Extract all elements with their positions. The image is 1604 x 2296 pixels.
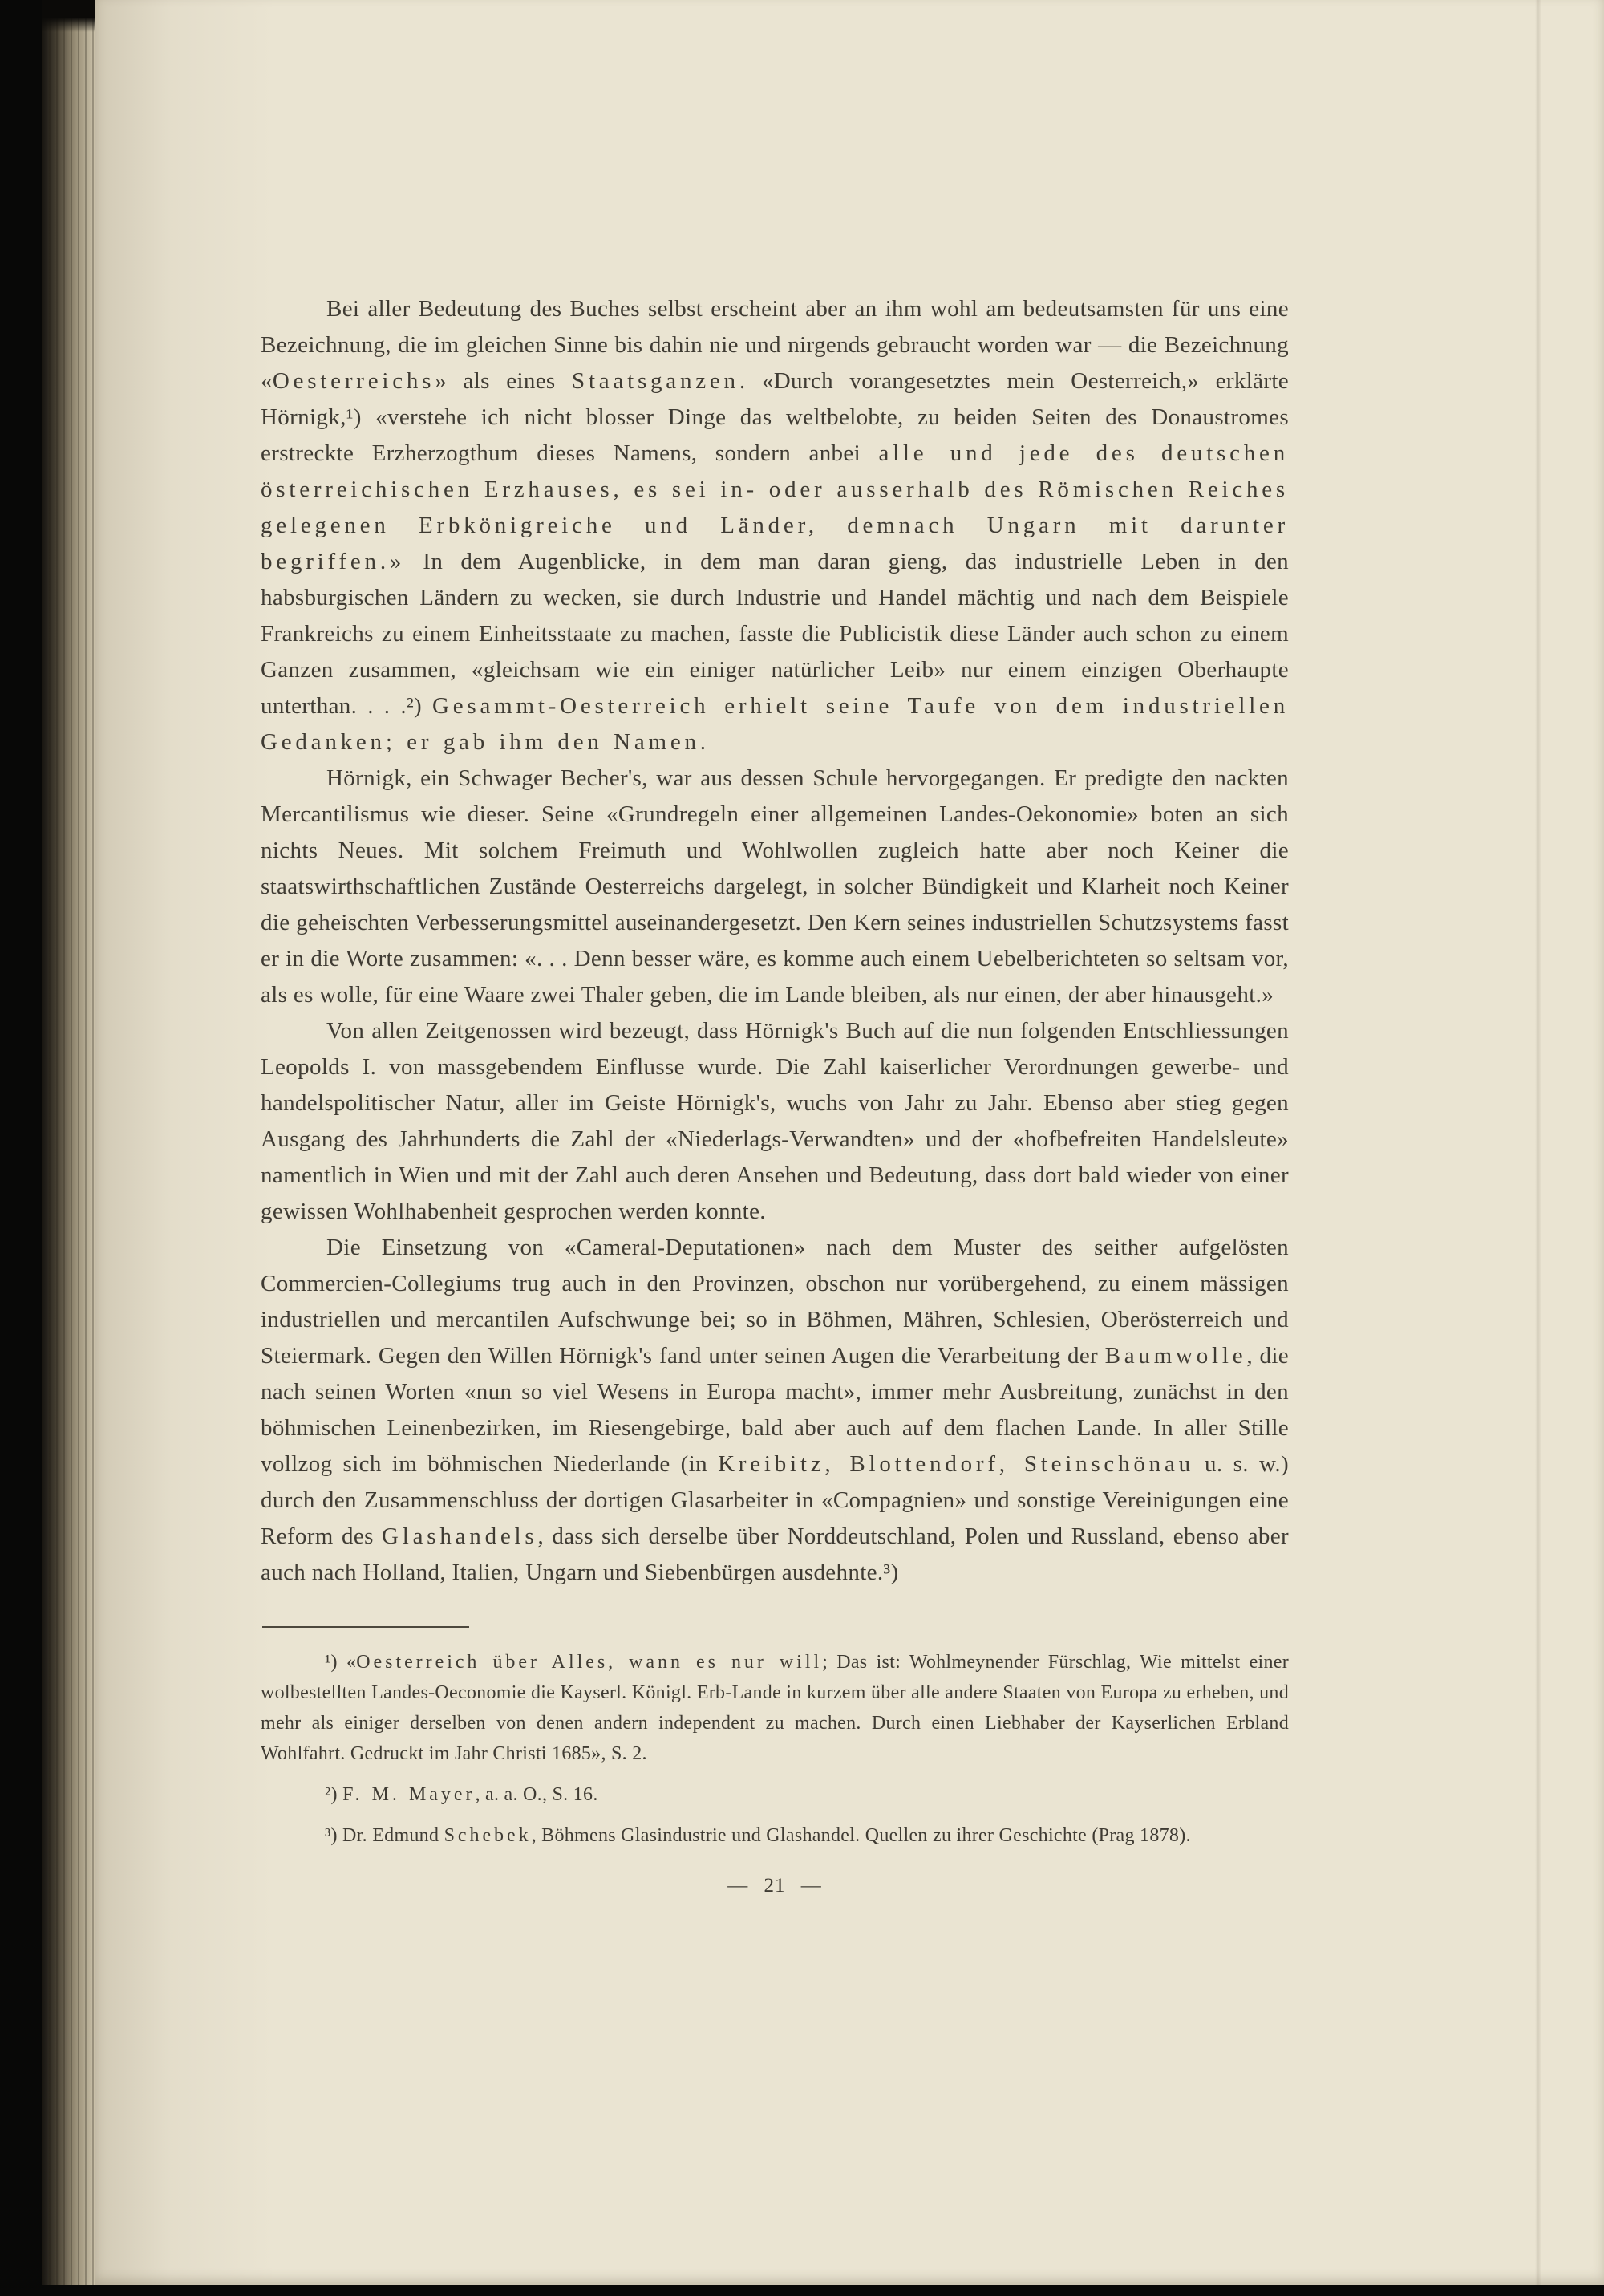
- body-text: [261, 291, 1289, 1591]
- text-run: , Böhmens Glasindustrie und Glashandel. Quellen zu ihrer Geschichte (Prag 1878).: [531, 1825, 1191, 1846]
- text-run: ³) Dr. Edmund: [325, 1825, 444, 1846]
- letterspaced-text-run: Gesammt-Oesterreich erhielt seine Taufe von dem industriellen Gedanken; er gab ihm den Namen.: [261, 693, 1289, 755]
- text-run: ; Das ist: Wohlmeynender Fürschlag, Wie mittelst einer wolbestellten Landes-Oeconomie die Kayserl. Königl. Erb-Lande in kurzem über alle andere Staaten von Europa zu erheben, und mehr als einiger derselben von denen andern independent zu machen. Durch einen Liebhaber der Kayserlichen Erbland Wohlfahrt. Gedruckt im Jahr Christi 1685», S. 2.: [261, 1652, 1289, 1764]
- text-run: , a. a. O., S. 16.: [475, 1784, 598, 1805]
- text-run: . «Durch vorangesetztes mein Oesterreich,» erklärte Hörnigk,¹) «verstehe ich nicht blosser Dinge das weltbelobte, zu beiden Seiten des Donaustromes erstreckte Erzherzogthum dieses Namens, sondern anbei: [261, 368, 1289, 466]
- letterspaced-text-run: Baumwolle: [1104, 1343, 1247, 1369]
- text-run: Von allen Zeitgenossen wird bezeugt, dass Hörnigk's Buch auf die nun folgenden Entschliessungen Leopolds I. von massgebendem Einflusse wurde. Die Zahl kaiserlicher Verordnungen gewerbe- und handelspolitischer Natur, aller im Geiste Hörnigk's, wuchs von Jahr zu Jahr. Ebenso aber stieg gegen Ausgang des Jahrhunderts die Zahl der «Niederlags-Verwandten» und der «hofbefreiten Handelsleute» namentlich in Wien und mit der Zahl auch deren Ansehen und Bedeutung, dass dort bald wieder von einer gewissen Wohlhabenheit gesprochen werden konnte.: [261, 1018, 1289, 1224]
- paragraph: [261, 1230, 1289, 1591]
- stacked-page-edges: [42, 0, 95, 2285]
- text-block: [261, 291, 1289, 1897]
- letterspaced-text-run: Glashandels: [382, 1523, 538, 1549]
- text-run: , dass sich derselbe über Norddeutschland, Polen und Russland, ebenso aber auch nach Holland, Italien, Ungarn und Siebenbürgen ausdehnte.³): [261, 1523, 1290, 1585]
- book-page: [95, 0, 1604, 2285]
- text-run: ²): [325, 1784, 343, 1805]
- text-run: u. s. w.) durch den Zusammenschluss der dortigen Glasarbeiter in «Compagnien» und sonstige Vereinigungen eine Reform des: [261, 1451, 1289, 1549]
- text-run: Hörnigk, ein Schwager Becher's, war aus dessen Schule hervorgegangen. Er predigte den nackten Mercantilismus wie dieser. Seine «Grundregeln einer allgemeinen Landes-Oekonomie» boten an sich nichts Neues. Mit solchem Freimuth und Wohlwollen zugleich hatte aber noch Keiner die staatswirthschaftlichen Zustände Oesterreichs dargelegt, in solcher Bündigkeit und Klarheit noch Keiner die geheischten Verbesserungsmittel auseinandergesetzt. Den Kern seines industriellen Schutzsystems fasst er in die Worte zusammen: «. . . Denn besser wäre, es komme auch einem Uebelberichteten so seltsam vor, als es wolle, für eine Waare zwei Thaler geben, die im Lande bleiben, als nur einen, der aber hinausgeht.»: [261, 765, 1289, 1008]
- text-run: In dem Augenblicke, in dem man daran gieng, das industrielle Leben in den habsburgischen Ländern zu wecken, sie durch Industrie und Handel mächtig und nach dem Beispiele Frankreichs zu einem Einheitsstaate zu machen, fasste die Publicistik diese Länder auch schon zu einem Ganzen zusammen, «gleichsam wie ein einiger natürlicher Leib» nur einem einzigen Oberhaupte unterthan. . . .²): [261, 549, 1289, 719]
- text-run: Bei aller Bedeutung des Buches selbst erscheint aber an ihm wohl am bedeutsamsten für uns eine Bezeichnung, die im gleichen Sinne bis dahin nie und nirgends gebraucht worden war — die Bezeichnung «: [261, 296, 1289, 394]
- letterspaced-text-run: Kreibitz, Blottendorf, Steinschönau: [718, 1451, 1194, 1477]
- letterspaced-text-run: alle und jede des deutschen österreichischen Erzhauses, es sei in- oder ausserhalb des Römischen Reiches gelegenen Erbkönigreiche und Länder, demnach Ungarn mit darunter begriffen.»: [261, 440, 1289, 574]
- footnote: [261, 1779, 1289, 1810]
- footnote-separator-rule: [262, 1626, 469, 1628]
- letterspaced-text-run: Oesterreich über Alles, wann es nur will: [356, 1652, 823, 1673]
- footnote: [261, 1647, 1289, 1769]
- text-run: Die Einsetzung von «Cameral-Deputationen» nach dem Muster des seither aufgelösten Commercien-Collegiums trug auch in den Provinzen, obschon nur vorübergehend, zu einem mässigen industriellen und mercantilen Aufschwunge bei; so in Böhmen, Mähren, Schlesien, Oberösterreich und Steiermark. Gegen den Willen Hörnigk's fand unter seinen Augen die Verarbeitung der: [261, 1235, 1289, 1369]
- letterspaced-text-run: F. M. Mayer: [342, 1784, 476, 1805]
- letterspaced-text-run: Schebek: [444, 1825, 532, 1846]
- binding-top-shadow: [42, 0, 95, 32]
- letterspaced-text-run: Oesterreichs: [272, 368, 435, 394]
- text-run: , die nach seinen Worten «nun so viel Wesens in Europa macht», immer mehr Ausbreitung, zunächst in den böhmischen Leinenbezirken, im Riesengebirge, bald aber auch auf dem flachen Lande. In aller Stille vollzog sich im böhmischen Niederlande (in: [261, 1343, 1289, 1477]
- text-run: ¹) «: [325, 1652, 357, 1673]
- footnotes: [261, 1647, 1289, 1851]
- paragraph: [261, 761, 1289, 1013]
- paragraph: [261, 1013, 1289, 1230]
- paragraph: [261, 291, 1289, 761]
- text-run: » als eines: [435, 368, 573, 394]
- letterspaced-text-run: Staatsganzen: [572, 368, 739, 394]
- page-number: — 21 —: [727, 1875, 822, 1896]
- footnote: [261, 1820, 1289, 1851]
